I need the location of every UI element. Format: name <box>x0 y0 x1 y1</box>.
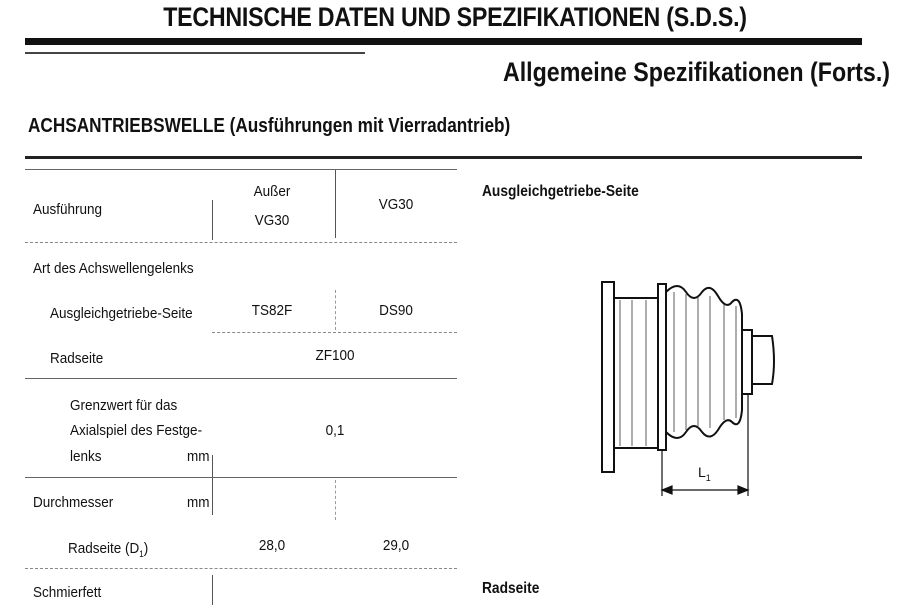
axial-play-label-line1: Grenzwert für das <box>70 397 178 414</box>
header-rule-thin <box>25 52 365 54</box>
header-col1-line2: VG30 <box>254 212 290 229</box>
table-top-rule <box>25 169 457 170</box>
axial-play-unit: mm <box>187 448 210 465</box>
table-vline-label-col-bottom <box>212 575 213 605</box>
table-vline-col-divider-dash <box>335 290 336 330</box>
diff-side-col2: DS90 <box>379 302 413 319</box>
table-vline-label-col-lower <box>212 455 213 515</box>
table-row-rule-3 <box>25 378 457 379</box>
table-vline-col-divider-dash-lower <box>335 480 336 520</box>
diameter-label: Durchmesser <box>33 494 114 511</box>
header-col1-line1: Außer <box>253 183 291 200</box>
dimension-label: $L_1$ <box>698 464 711 483</box>
figure-heading: Ausgleichgetriebe-Seite <box>482 183 639 200</box>
axial-play-value: 0,1 <box>325 422 345 439</box>
section-rule <box>25 156 862 159</box>
table-vline-label-col <box>212 200 213 240</box>
grease-label: Schmierfett <box>33 584 102 601</box>
header-col2: VG30 <box>378 196 414 213</box>
diff-side-col1: TS82F <box>251 302 293 319</box>
table-row-rule-5 <box>25 568 457 569</box>
header-rule-thick <box>25 38 862 45</box>
flange-outline <box>602 282 614 472</box>
housing-outline <box>614 298 658 448</box>
shaft-outline <box>752 336 774 384</box>
boot-outline <box>666 286 742 438</box>
wheel-side-label: Radseite <box>50 350 104 367</box>
table-vline-col-divider <box>335 170 336 238</box>
joint-type-label: Art des Achswellengelenks <box>33 260 194 277</box>
table-row-rule-1 <box>25 242 457 243</box>
wheel-side-d1-label: Radseite $(D_1)$ <box>68 540 149 559</box>
wheel-side-d1-col1: 28,0 <box>258 537 286 554</box>
wheel-side-value: ZF100 <box>315 347 355 364</box>
page-title: TECHNISCHE DATEN UND SPEZIFIKATIONEN (S.D.S.) <box>163 2 747 32</box>
boot-clamp-outline <box>742 330 752 394</box>
header-label: Ausführung <box>33 201 103 218</box>
page-subtitle: Allgemeine Spezifikationen (Forts.) <box>502 57 890 87</box>
figure-bottom-heading: Radseite <box>482 580 540 597</box>
table-row-rule-4 <box>25 477 457 478</box>
joint-boot-drawing <box>590 270 790 500</box>
axial-play-label-line2: Axialspiel des Festge- <box>70 422 203 439</box>
section-title: ACHSANTRIEBSWELLE (Ausführungen mit Vierradantrieb) <box>28 115 511 137</box>
clamp-band-outline <box>658 284 666 450</box>
table-row-rule-2 <box>212 332 457 333</box>
axial-play-label-line3: lenks <box>70 448 102 465</box>
wheel-side-d1-col2: 29,0 <box>382 537 410 554</box>
diff-side-label: Ausgleichgetriebe-Seite <box>50 305 193 322</box>
diameter-unit: mm <box>187 494 210 511</box>
